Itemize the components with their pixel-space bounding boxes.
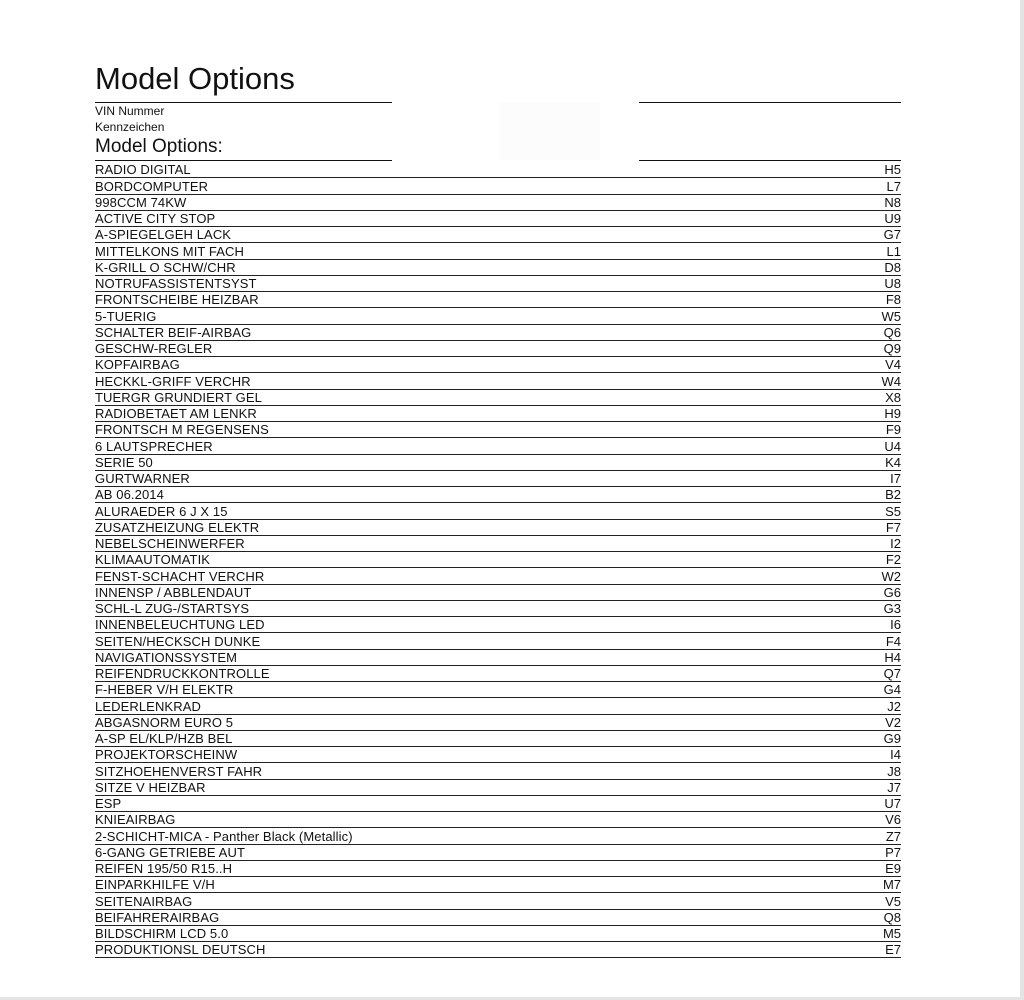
option-row — [95, 893, 901, 909]
option-name: NOTRUFASSISTENTSYST — [95, 276, 257, 291]
option-row — [95, 601, 901, 617]
option-code: F4 — [885, 633, 901, 649]
option-row — [95, 455, 901, 471]
option-name: GURTWARNER — [95, 471, 190, 486]
option-row — [95, 341, 901, 357]
option-name: INNENBELEUCHTUNG LED — [95, 617, 265, 633]
option-row — [95, 796, 901, 812]
option-row — [95, 357, 901, 373]
header-rule-right-bottom — [639, 160, 901, 161]
options-subtitle: Model Options: — [95, 136, 223, 157]
option-code: M5 — [882, 926, 901, 941]
option-row — [95, 260, 901, 276]
option-name: SITZE V HEIZBAR — [95, 779, 206, 795]
option-name: K-GRILL O SCHW/CHR — [95, 259, 236, 275]
option-name: PRODUKTIONSL DEUTSCH — [95, 942, 266, 958]
option-code: P7 — [885, 844, 901, 860]
option-code: V5 — [885, 893, 901, 909]
option-name: KNIEAIRBAG — [95, 812, 176, 828]
option-row — [95, 276, 901, 292]
option-row — [95, 828, 901, 844]
option-name: SITZHOEHENVERST FAHR — [95, 763, 263, 779]
option-name: NEBELSCHEINWERFER — [95, 536, 245, 551]
header-rule-left-bottom — [95, 160, 392, 161]
option-row — [95, 617, 901, 633]
option-code: H4 — [884, 649, 901, 665]
option-row — [95, 666, 901, 682]
header-rule-right-top — [639, 102, 901, 103]
option-name: KOPFAIRBAG — [95, 357, 180, 373]
option-code: F7 — [885, 519, 901, 535]
option-code: Z7 — [885, 828, 901, 844]
option-name: F-HEBER V/H ELEKTR — [95, 682, 234, 698]
page-title: Model Options — [95, 61, 295, 96]
option-name: GESCHW-REGLER — [95, 341, 213, 356]
option-row — [95, 373, 901, 389]
option-name: MITTELKONS MIT FACH — [95, 243, 245, 259]
option-row — [95, 747, 901, 763]
option-row — [95, 910, 901, 926]
option-name: A-SPIEGELGEH LACK — [95, 227, 232, 243]
option-code: M7 — [882, 877, 901, 893]
option-row — [95, 552, 901, 568]
option-code: L7 — [886, 178, 901, 194]
option-row — [95, 325, 901, 341]
option-row — [95, 390, 901, 406]
option-code: F9 — [885, 422, 901, 438]
blank-value-area — [500, 102, 600, 160]
option-row — [95, 503, 901, 519]
option-code: F2 — [885, 552, 901, 568]
option-code: X8 — [885, 389, 901, 405]
option-row — [95, 422, 901, 438]
option-code: Q9 — [883, 341, 901, 356]
license-plate-label: Kennzeichen — [95, 120, 165, 134]
option-name: 5-TUERIG — [95, 308, 157, 324]
option-code: N8 — [884, 194, 901, 210]
option-row — [95, 942, 901, 958]
option-name: FENST-SCHACHT VERCHR — [95, 568, 265, 584]
option-code: J8 — [887, 763, 901, 779]
option-name: FRONTSCHEIBE HEIZBAR — [95, 292, 259, 308]
option-code: D8 — [884, 259, 901, 275]
option-name: PROJEKTORSCHEINW — [95, 747, 238, 763]
option-row — [95, 780, 901, 796]
option-row — [95, 682, 901, 698]
option-code: U9 — [884, 211, 901, 226]
option-code: F8 — [885, 292, 901, 308]
option-code: U7 — [884, 796, 901, 811]
option-name: ABGASNORM EURO 5 — [95, 714, 234, 730]
option-code: I7 — [890, 471, 901, 486]
option-code: V6 — [885, 812, 901, 828]
option-name: 6 LAUTSPRECHER — [95, 438, 213, 454]
option-code: G9 — [883, 731, 901, 746]
option-name: HECKKL-GRIFF VERCHR — [95, 373, 251, 389]
option-name: FRONTSCH M REGENSENS — [95, 422, 269, 438]
option-code: J2 — [887, 698, 901, 714]
option-name: ALURAEDER 6 J X 15 — [95, 503, 228, 519]
option-row — [95, 292, 901, 308]
option-name: TUERGR GRUNDIERT GEL — [95, 389, 262, 405]
option-name: SCHL-L ZUG-/STARTSYS — [95, 601, 250, 616]
option-row — [95, 536, 901, 552]
option-row — [95, 715, 901, 731]
option-name: REIFEN 195/50 R15..H — [95, 861, 233, 876]
option-row — [95, 698, 901, 714]
option-row — [95, 520, 901, 536]
option-name: LEDERLENKRAD — [95, 698, 201, 714]
option-name: REIFENDRUCKKONTROLLE — [95, 666, 270, 681]
option-code: I4 — [890, 747, 901, 763]
option-name: KLIMAAUTOMATIK — [95, 552, 211, 568]
option-row — [95, 406, 901, 422]
option-code: Q6 — [883, 324, 901, 340]
option-code: H9 — [884, 406, 901, 421]
option-name: ESP — [95, 796, 122, 811]
option-name: 2-SCHICHT-MICA - Panther Black (Metallic) — [95, 828, 353, 844]
option-row — [95, 568, 901, 584]
option-name: NAVIGATIONSSYSTEM — [95, 649, 238, 665]
option-name: SEITENAIRBAG — [95, 893, 193, 909]
option-code: U4 — [884, 438, 901, 454]
option-code: J7 — [887, 779, 901, 795]
option-row — [95, 487, 901, 503]
option-code: E9 — [885, 861, 901, 876]
option-name: ACTIVE CITY STOP — [95, 211, 216, 226]
option-row — [95, 211, 901, 227]
option-code: K4 — [885, 454, 901, 470]
option-row — [95, 650, 901, 666]
option-code: G6 — [883, 584, 901, 600]
option-row — [95, 861, 901, 877]
option-row — [95, 763, 901, 779]
option-name: SCHALTER BEIF-AIRBAG — [95, 324, 252, 340]
vin-label: VIN Nummer — [95, 104, 165, 118]
option-row — [95, 877, 901, 893]
option-row — [95, 438, 901, 454]
option-row — [95, 308, 901, 324]
option-row — [95, 243, 901, 259]
option-row — [95, 195, 901, 211]
option-code: Q7 — [883, 666, 901, 681]
option-name: BEIFAHRERAIRBAG — [95, 909, 220, 925]
option-code: W4 — [881, 373, 901, 389]
option-code: G4 — [883, 682, 901, 698]
option-code: W2 — [881, 568, 901, 584]
option-code: B2 — [885, 487, 901, 503]
option-code: I6 — [890, 617, 901, 633]
option-code: W5 — [881, 308, 901, 324]
option-row — [95, 162, 901, 178]
option-name: 998CCM 74KW — [95, 194, 187, 210]
option-name: BILDSCHIRM LCD 5.0 — [95, 926, 229, 941]
option-row — [95, 471, 901, 487]
option-name: BORDCOMPUTER — [95, 178, 209, 194]
option-name: ZUSATZHEIZUNG ELEKTR — [95, 519, 260, 535]
option-row — [95, 585, 901, 601]
option-code: Q8 — [883, 909, 901, 925]
options-table — [95, 162, 901, 958]
option-code: L1 — [886, 243, 901, 259]
option-code: V4 — [885, 357, 901, 373]
viewer-right-edge — [1020, 0, 1024, 1000]
option-name: 6-GANG GETRIEBE AUT — [95, 844, 245, 860]
option-code: U8 — [884, 276, 901, 291]
option-name: SERIE 50 — [95, 454, 153, 470]
option-code: S5 — [885, 503, 901, 519]
option-row — [95, 633, 901, 649]
option-row — [95, 812, 901, 828]
option-row — [95, 926, 901, 942]
option-name: EINPARKHILFE V/H — [95, 877, 215, 893]
option-code: H5 — [884, 162, 901, 178]
option-code: I2 — [890, 536, 901, 551]
option-name: SEITEN/HECKSCH DUNKE — [95, 633, 261, 649]
option-name: RADIO DIGITAL — [95, 162, 191, 178]
option-name: INNENSP / ABBLENDAUT — [95, 584, 252, 600]
option-name: RADIOBETAET AM LENKR — [95, 406, 257, 421]
option-row — [95, 845, 901, 861]
option-row — [95, 731, 901, 747]
option-row — [95, 227, 901, 243]
option-row — [95, 178, 901, 194]
option-code: G3 — [883, 601, 901, 616]
option-name: A-SP EL/KLP/HZB BEL — [95, 731, 233, 746]
option-code: V2 — [885, 714, 901, 730]
option-code: G7 — [883, 227, 901, 243]
option-code: E7 — [885, 942, 901, 958]
option-name: AB 06.2014 — [95, 487, 164, 503]
